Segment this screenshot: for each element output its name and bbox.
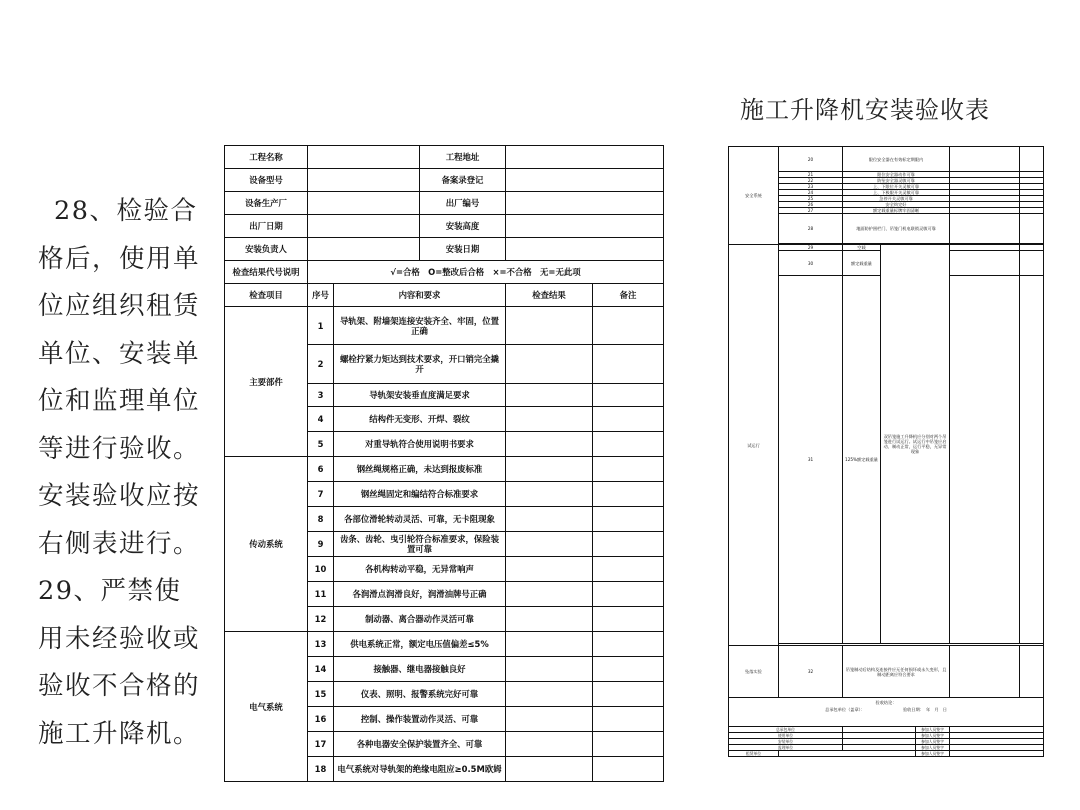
row-no: 14 [308,657,334,682]
row-result[interactable] [506,432,593,457]
row-remark[interactable] [593,632,664,657]
contract-unit-label: 总承包单位（盖章）： [825,707,865,712]
factory-no-value[interactable] [506,192,664,215]
row-result[interactable] [506,384,593,407]
project-address-value[interactable] [506,146,664,169]
row-result[interactable] [950,147,1020,172]
col-header-no: 序号 [308,284,334,307]
row-no: 6 [308,457,334,482]
row-remark[interactable] [593,532,664,557]
row-result[interactable] [506,657,593,682]
row-result[interactable] [506,582,593,607]
signature-row [729,751,1044,757]
row-content: 急停开关灵敏可靠 [843,196,950,202]
row-remark[interactable] [593,607,664,632]
info-row [225,215,664,238]
row-remark[interactable] [593,732,664,757]
row-no: 3 [308,384,334,407]
row-result[interactable] [506,632,593,657]
row-result[interactable] [506,345,593,384]
row-no: 21 [779,172,843,178]
install-height-label: 安装高度 [420,215,506,238]
row-result[interactable] [950,646,1020,698]
signature-unit: 总承包单位 [729,727,843,733]
signature-label: 参加人员签字 [916,739,950,745]
row-no: 18 [308,757,334,782]
row-no: 30 [779,251,843,276]
row-content: 额定载重量标牌牢固清晰 [843,208,950,214]
conclusion-cell[interactable] [729,698,1044,727]
row-content: 接触器、继电器接触良好 [334,657,506,682]
equipment-model-label: 设备型号 [225,169,308,192]
row-result[interactable] [950,276,1020,644]
col-header-item: 检查项目 [225,284,308,307]
row-no: 16 [308,707,334,732]
row-no: 12 [308,607,334,632]
row-result[interactable] [506,457,593,482]
project-address-label: 工程地址 [420,146,506,169]
manufacturer-value[interactable] [308,192,420,215]
row-no: 26 [779,202,843,208]
row-result[interactable] [950,251,1020,276]
row-content: 安全钩完好 [843,202,950,208]
install-date-label: 安装日期 [420,238,506,261]
row-remark[interactable] [1020,276,1044,644]
row-result[interactable] [506,532,593,557]
row-no: 31 [779,276,843,644]
row-content: 导轨架、附墙架连接安装齐全、牢固，位置正确 [334,307,506,345]
row-content: 螺栓拧紧力矩达到技术要求，开口销完全撬开 [334,345,506,384]
row-no: 11 [308,582,334,607]
row-content: 限位安全器动作可靠 [843,172,950,178]
install-person-value[interactable] [308,238,420,261]
row-remark[interactable] [1020,147,1044,172]
conclusion-row [729,698,1044,727]
row-no: 28 [779,214,843,244]
row-content: 额定载重量 [843,251,881,276]
row-no: 13 [308,632,334,657]
table-row [225,457,664,482]
row-content: 地面防护围栏门、吊笼门机电联锁灵敏可靠 [843,214,950,244]
row-content: 吊笼制动后结构及连接件应无任何损坏或永久变形，且制动距离应符合要求 [843,646,950,698]
row-content: 仪表、照明、报警系统完好可靠 [334,682,506,707]
signature-label: 参加人员签字 [916,727,950,733]
row-result[interactable] [506,557,593,582]
install-person-label: 安装负责人 [225,238,308,261]
acceptance-table [224,145,664,782]
accept-date-label: 验收日期： 年 月 日 [902,707,947,712]
row-remark[interactable] [1020,251,1044,276]
signature-unit: 安装单位 [729,739,843,745]
signature-unit: 使用单位 [729,733,843,739]
table-row [225,307,664,345]
legend-row [225,261,664,284]
row-no: 5 [308,432,334,457]
col-header-result: 检查结果 [506,284,593,307]
signature-label: 参加人员签字 [916,745,950,751]
row-remark[interactable] [593,307,664,345]
row-remark[interactable] [593,757,664,782]
row-no: 8 [308,507,334,532]
row-content: 上、下极限开关灵敏可靠 [843,190,950,196]
row-no: 7 [308,482,334,507]
row-result[interactable] [506,507,593,532]
signature-label: 参加人员签字 [916,751,950,757]
group-fall-test: 坠落实验 [729,646,779,698]
row-content: 制动器、离合器动作灵活可靠 [334,607,506,632]
registration-value[interactable] [506,169,664,192]
row-result[interactable] [506,682,593,707]
group-transmission: 传动系统 [225,457,308,632]
row-remark[interactable] [593,457,664,482]
row-remark[interactable] [593,432,664,457]
row-no: 25 [779,196,843,202]
row-no: 2 [308,345,334,384]
row-no: 4 [308,407,334,432]
signature-unit: 租赁单位 [729,751,779,757]
row-content: 各机构转动平稳，无异常响声 [334,557,506,582]
page-title: 施工升降机安装验收表 [740,96,990,124]
row-remark[interactable] [1020,646,1044,698]
conclusion-label: 验收结论： [875,700,897,705]
row-content: 空载 [843,245,881,251]
group-safety: 安全系统 [729,147,779,245]
row-no: 15 [308,682,334,707]
legend-text: √=合格 O=整改后合格 ×=不合格 无=无此项 [308,261,664,284]
trial-note: 双吊笼施工升降机应分别对两个吊笼进行试运行。试运行中吊笼应启动、制动正常，运行平稳，无异常现象 [881,245,950,644]
row-content: 上、下限位开关灵敏可靠 [843,184,950,190]
row-remark[interactable] [593,507,664,532]
signature-label: 参加人员签字 [916,733,950,739]
instruction-para-29: 29、严禁使用未经验收或验收不合格的施工升降机。 [38,576,201,749]
info-row [225,192,664,215]
row-content: 钢丝绳规格正确，未达到报废标准 [334,457,506,482]
row-remark[interactable] [593,582,664,607]
row-content: 供电系统正常，额定电压值偏差≤5% [334,632,506,657]
row-remark[interactable] [593,707,664,732]
row-remark[interactable] [593,482,664,507]
row-result[interactable] [950,214,1020,244]
row-result[interactable] [506,607,593,632]
row-result[interactable] [506,757,593,782]
row-no: 22 [779,178,843,184]
info-row [225,238,664,261]
row-remark[interactable] [593,657,664,682]
install-height-value[interactable] [506,215,664,238]
row-content: 结构件无变形、开焊、裂纹 [334,407,506,432]
acceptance-table-continued [728,146,1044,757]
header-row [225,284,664,307]
row-remark[interactable] [593,345,664,384]
signature-unit: 监理单位 [729,745,843,751]
signature-value[interactable] [950,751,1044,757]
row-no: 29 [779,245,843,251]
row-content: 控制、操作装置动作灵活、可靠 [334,707,506,732]
row-content: 齿条、齿轮、曳引轮符合标准要求，保险装置可靠 [334,532,506,557]
row-remark[interactable] [593,682,664,707]
row-no: 17 [308,732,334,757]
row-content: 钢丝绳固定和编结符合标准要求 [334,482,506,507]
col-header-remark: 备注 [593,284,664,307]
row-result[interactable] [506,482,593,507]
group-electrical: 电气系统 [225,632,308,782]
row-result[interactable] [506,732,593,757]
row-content: 导轨架安装垂直度满足要求 [334,384,506,407]
factory-date-label: 出厂日期 [225,215,308,238]
registration-label: 备案录登记 [420,169,506,192]
instruction-para-28: 28、检验合格后，使用单位应组织租赁单位、安装单位和监理单位等进行验收。安装验收应按右侧表进行。 [38,196,201,559]
row-no: 32 [779,646,843,698]
factory-date-value[interactable] [308,215,420,238]
row-no: 24 [779,190,843,196]
row-no: 27 [779,208,843,214]
row-no: 23 [779,184,843,190]
row-content: 对重导轨符合使用说明书要求 [334,432,506,457]
row-content: 125%额定载重量 [843,276,881,644]
row-no: 20 [779,147,843,172]
row-content: 各部位滑轮转动灵活、可靠，无卡阻现象 [334,507,506,532]
instruction-text [38,188,206,758]
row-content: 电气系统对导轨架的绝缘电阻应≥0.5M欧姆 [334,757,506,782]
row-result[interactable] [506,307,593,345]
row-content: 各种电器安全保护装置齐全、可靠 [334,732,506,757]
signature-unit-value[interactable] [779,751,916,757]
legend-label: 检查结果代号说明 [225,261,308,284]
install-date-value[interactable] [506,238,664,261]
row-result[interactable] [506,707,593,732]
info-row [225,169,664,192]
table-row [729,147,1044,172]
project-name-value[interactable] [308,146,420,169]
row-no: 1 [308,307,334,345]
row-remark[interactable] [1020,214,1044,244]
project-name-label: 工程名称 [225,146,308,169]
group-trial: 试运行 [729,245,779,646]
row-content: 各润滑点润滑良好，润滑油牌号正确 [334,582,506,607]
row-content: 限位安全器在有效标定期限内 [843,147,950,172]
row-remark[interactable] [593,557,664,582]
row-remark[interactable] [593,384,664,407]
table-row [225,632,664,657]
row-no: 9 [308,532,334,557]
row-content: 防坠安全器灵敏可靠 [843,178,950,184]
row-result[interactable] [506,407,593,432]
info-row [225,146,664,169]
factory-no-label: 出厂编号 [420,192,506,215]
equipment-model-value[interactable] [308,169,420,192]
row-remark[interactable] [593,407,664,432]
group-main-parts: 主要部件 [225,307,308,457]
row-no: 10 [308,557,334,582]
table-row [729,646,1044,698]
col-header-content: 内容和要求 [334,284,506,307]
manufacturer-label: 设备生产厂 [225,192,308,215]
